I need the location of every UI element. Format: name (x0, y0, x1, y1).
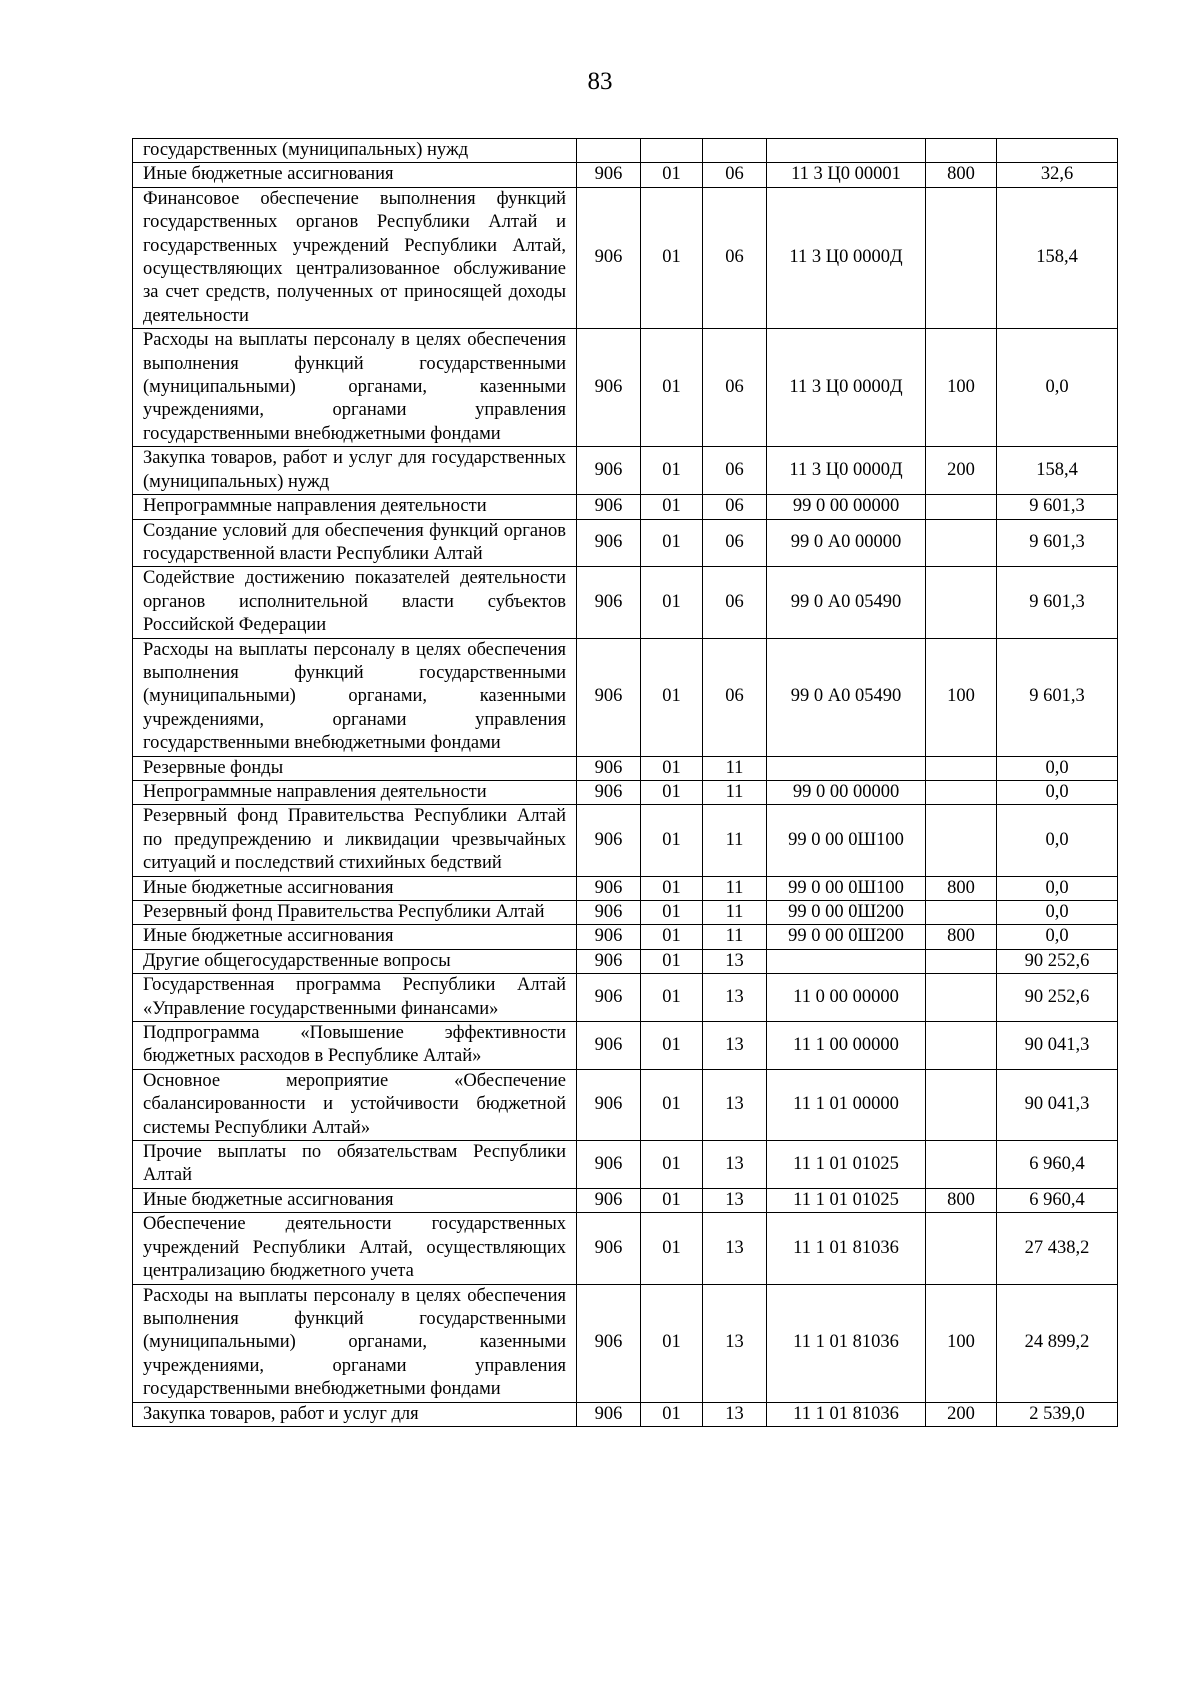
budget-table (132, 138, 1118, 1427)
target-article-code: 11 1 01 81036 (767, 1213, 926, 1284)
target-article-code: 11 3 Ц0 0000Д (767, 329, 926, 447)
subsection-code (703, 139, 767, 163)
amount: 0,0 (997, 329, 1118, 447)
amount: 90 041,3 (997, 1022, 1118, 1070)
subsection-code: 11 (703, 925, 767, 949)
table-row (133, 805, 1118, 876)
budget-table-body (133, 139, 1118, 1427)
item-name: Закупка товаров, работ и услуг для государственных (муниципальных) нужд (133, 447, 577, 495)
item-name: Расходы на выплаты персоналу в целях обеспечения выполнения функций государственными (муниципальными) органами, казенными учреждениями, органами управления государственными внебюджетными фондами (133, 638, 577, 756)
subsection-code: 06 (703, 329, 767, 447)
target-article-code (767, 139, 926, 163)
target-article-code: 11 1 00 00000 (767, 1022, 926, 1070)
gr-code: 906 (577, 1213, 641, 1284)
subsection-code: 06 (703, 567, 767, 638)
expense-type-code (926, 1141, 997, 1189)
amount: 90 252,6 (997, 949, 1118, 973)
gr-code: 906 (577, 876, 641, 900)
expense-type-code (926, 519, 997, 567)
gr-code: 906 (577, 780, 641, 804)
target-article-code: 99 0 00 0Ш200 (767, 925, 926, 949)
expense-type-code (926, 567, 997, 638)
target-article-code: 11 0 00 00000 (767, 974, 926, 1022)
subsection-code: 06 (703, 495, 767, 519)
subsection-code: 06 (703, 447, 767, 495)
amount: 158,4 (997, 447, 1118, 495)
section-code: 01 (641, 519, 703, 567)
expense-type-code (926, 495, 997, 519)
amount (997, 139, 1118, 163)
expense-type-code (926, 756, 997, 780)
subsection-code: 06 (703, 187, 767, 328)
amount: 0,0 (997, 901, 1118, 925)
table-row (133, 949, 1118, 973)
gr-code: 906 (577, 519, 641, 567)
subsection-code: 13 (703, 1069, 767, 1140)
table-row (133, 1141, 1118, 1189)
table-row (133, 329, 1118, 447)
expense-type-code: 800 (926, 163, 997, 187)
expense-type-code (926, 974, 997, 1022)
target-article-code: 11 3 Ц0 00001 (767, 163, 926, 187)
subsection-code: 13 (703, 1022, 767, 1070)
table-row (133, 163, 1118, 187)
section-code: 01 (641, 1069, 703, 1140)
amount: 6 960,4 (997, 1141, 1118, 1189)
amount: 32,6 (997, 163, 1118, 187)
amount: 0,0 (997, 876, 1118, 900)
expense-type-code: 100 (926, 1284, 997, 1402)
section-code: 01 (641, 974, 703, 1022)
expense-type-code: 800 (926, 1188, 997, 1212)
expense-type-code (926, 1022, 997, 1070)
expense-type-code (926, 805, 997, 876)
expense-type-code (926, 1213, 997, 1284)
item-name: Прочие выплаты по обязательствам Республики Алтай (133, 1141, 577, 1189)
table-row (133, 638, 1118, 756)
table-row (133, 925, 1118, 949)
gr-code: 906 (577, 163, 641, 187)
table-row (133, 1188, 1118, 1212)
target-article-code: 11 1 01 81036 (767, 1284, 926, 1402)
subsection-code: 13 (703, 1284, 767, 1402)
target-article-code: 11 1 01 81036 (767, 1402, 926, 1426)
amount: 0,0 (997, 925, 1118, 949)
item-name: Создание условий для обеспечения функций органов государственной власти Республики Алтай (133, 519, 577, 567)
subsection-code: 11 (703, 756, 767, 780)
item-name: Иные бюджетные ассигнования (133, 1188, 577, 1212)
gr-code: 906 (577, 1069, 641, 1140)
section-code: 01 (641, 1022, 703, 1070)
item-name: Финансовое обеспечение выполнения функций государственных органов Республики Алтай и государственных учреждений Республики Алтай, осуществляющих централизованное обслуживание за счет средств, полученных от приносящей доходы деятельности (133, 187, 577, 328)
item-name: Резервный фонд Правительства Республики Алтай по предупреждению и ликвидации чрезвычайных ситуаций и последствий стихийных бедствий (133, 805, 577, 876)
table-row (133, 876, 1118, 900)
item-name: Непрограммные направления деятельности (133, 495, 577, 519)
amount: 158,4 (997, 187, 1118, 328)
amount: 0,0 (997, 805, 1118, 876)
subsection-code: 13 (703, 949, 767, 973)
page-number: 83 (587, 68, 613, 95)
table-row (133, 1284, 1118, 1402)
amount: 9 601,3 (997, 638, 1118, 756)
expense-type-code: 200 (926, 1402, 997, 1426)
section-code: 01 (641, 949, 703, 973)
gr-code: 906 (577, 638, 641, 756)
item-name: Обеспечение деятельности государственных учреждений Республики Алтай, осуществляющих централизацию бюджетного учета (133, 1213, 577, 1284)
expense-type-code (926, 949, 997, 973)
item-name: Иные бюджетные ассигнования (133, 876, 577, 900)
subsection-code: 11 (703, 901, 767, 925)
target-article-code: 99 0 00 00000 (767, 495, 926, 519)
item-name: Расходы на выплаты персоналу в целях обеспечения выполнения функций государственными (муниципальными) органами, казенными учреждениями, органами управления государственными внебюджетными фондами (133, 329, 577, 447)
expense-type-code: 800 (926, 876, 997, 900)
item-name: государственных (муниципальных) нужд (133, 139, 577, 163)
gr-code: 906 (577, 974, 641, 1022)
section-code: 01 (641, 756, 703, 780)
section-code: 01 (641, 1284, 703, 1402)
table-row (133, 1022, 1118, 1070)
amount: 90 252,6 (997, 974, 1118, 1022)
gr-code: 906 (577, 187, 641, 328)
table-row (133, 567, 1118, 638)
expense-type-code (926, 187, 997, 328)
gr-code: 906 (577, 1022, 641, 1070)
item-name: Содействие достижению показателей деятельности органов исполнительной власти субъектов Российской Федерации (133, 567, 577, 638)
target-article-code: 99 0 00 0Ш100 (767, 876, 926, 900)
section-code: 01 (641, 876, 703, 900)
section-code: 01 (641, 1188, 703, 1212)
gr-code: 906 (577, 329, 641, 447)
section-code: 01 (641, 901, 703, 925)
gr-code: 906 (577, 567, 641, 638)
section-code: 01 (641, 1213, 703, 1284)
table-row (133, 187, 1118, 328)
expense-type-code (926, 901, 997, 925)
amount: 9 601,3 (997, 567, 1118, 638)
expense-type-code: 100 (926, 638, 997, 756)
section-code: 01 (641, 187, 703, 328)
expense-type-code (926, 1069, 997, 1140)
target-article-code: 99 0 А0 05490 (767, 567, 926, 638)
target-article-code: 99 0 00 0Ш100 (767, 805, 926, 876)
table-row (133, 447, 1118, 495)
target-article-code: 99 0 А0 05490 (767, 638, 926, 756)
section-code: 01 (641, 567, 703, 638)
item-name: Государственная программа Республики Алтай «Управление государственными финансами» (133, 974, 577, 1022)
table-row (133, 519, 1118, 567)
table-row (133, 1069, 1118, 1140)
item-name: Резервные фонды (133, 756, 577, 780)
amount: 9 601,3 (997, 495, 1118, 519)
gr-code: 906 (577, 901, 641, 925)
target-article-code: 11 1 01 01025 (767, 1141, 926, 1189)
subsection-code: 13 (703, 1188, 767, 1212)
amount: 90 041,3 (997, 1069, 1118, 1140)
expense-type-code: 800 (926, 925, 997, 949)
table-row (133, 974, 1118, 1022)
table-row (133, 780, 1118, 804)
subsection-code: 06 (703, 638, 767, 756)
section-code: 01 (641, 638, 703, 756)
gr-code: 906 (577, 1402, 641, 1426)
target-article-code (767, 949, 926, 973)
table-row (133, 901, 1118, 925)
gr-code: 906 (577, 1284, 641, 1402)
subsection-code: 13 (703, 1402, 767, 1426)
amount: 0,0 (997, 756, 1118, 780)
subsection-code: 13 (703, 1141, 767, 1189)
table-row (133, 1213, 1118, 1284)
amount: 24 899,2 (997, 1284, 1118, 1402)
table-row (133, 1402, 1118, 1426)
expense-type-code (926, 780, 997, 804)
item-name: Расходы на выплаты персоналу в целях обеспечения выполнения функций государственными (муниципальными) органами, казенными учреждениями, органами управления государственными внебюджетными фондами (133, 1284, 577, 1402)
target-article-code: 11 1 01 01025 (767, 1188, 926, 1212)
item-name: Подпрограмма «Повышение эффективности бюджетных расходов в Республике Алтай» (133, 1022, 577, 1070)
section-code: 01 (641, 447, 703, 495)
table-row (133, 495, 1118, 519)
table-row (133, 139, 1118, 163)
gr-code: 906 (577, 949, 641, 973)
subsection-code: 13 (703, 1213, 767, 1284)
gr-code: 906 (577, 447, 641, 495)
subsection-code: 11 (703, 876, 767, 900)
subsection-code: 11 (703, 780, 767, 804)
subsection-code: 13 (703, 974, 767, 1022)
item-name: Другие общегосударственные вопросы (133, 949, 577, 973)
amount: 27 438,2 (997, 1213, 1118, 1284)
target-article-code: 11 1 01 00000 (767, 1069, 926, 1140)
target-article-code: 99 0 00 0Ш200 (767, 901, 926, 925)
table-row (133, 756, 1118, 780)
gr-code: 906 (577, 495, 641, 519)
item-name: Закупка товаров, работ и услуг для (133, 1402, 577, 1426)
gr-code: 906 (577, 925, 641, 949)
section-code: 01 (641, 925, 703, 949)
item-name: Иные бюджетные ассигнования (133, 925, 577, 949)
section-code: 01 (641, 329, 703, 447)
target-article-code: 99 0 00 00000 (767, 780, 926, 804)
expense-type-code: 200 (926, 447, 997, 495)
expense-type-code: 100 (926, 329, 997, 447)
amount: 6 960,4 (997, 1188, 1118, 1212)
target-article-code: 11 3 Ц0 0000Д (767, 447, 926, 495)
amount: 0,0 (997, 780, 1118, 804)
target-article-code: 11 3 Ц0 0000Д (767, 187, 926, 328)
target-article-code (767, 756, 926, 780)
gr-code (577, 139, 641, 163)
expense-type-code (926, 139, 997, 163)
subsection-code: 06 (703, 519, 767, 567)
target-article-code: 99 0 А0 00000 (767, 519, 926, 567)
gr-code: 906 (577, 756, 641, 780)
gr-code: 906 (577, 805, 641, 876)
section-code: 01 (641, 163, 703, 187)
section-code: 01 (641, 805, 703, 876)
amount: 2 539,0 (997, 1402, 1118, 1426)
amount: 9 601,3 (997, 519, 1118, 567)
item-name: Резервный фонд Правительства Республики Алтай (133, 901, 577, 925)
item-name: Основное мероприятие «Обеспечение сбалансированности и устойчивости бюджетной системы Республики Алтай» (133, 1069, 577, 1140)
section-code (641, 139, 703, 163)
gr-code: 906 (577, 1141, 641, 1189)
gr-code: 906 (577, 1188, 641, 1212)
subsection-code: 11 (703, 805, 767, 876)
section-code: 01 (641, 780, 703, 804)
subsection-code: 06 (703, 163, 767, 187)
section-code: 01 (641, 495, 703, 519)
section-code: 01 (641, 1141, 703, 1189)
section-code: 01 (641, 1402, 703, 1426)
item-name: Непрограммные направления деятельности (133, 780, 577, 804)
item-name: Иные бюджетные ассигнования (133, 163, 577, 187)
